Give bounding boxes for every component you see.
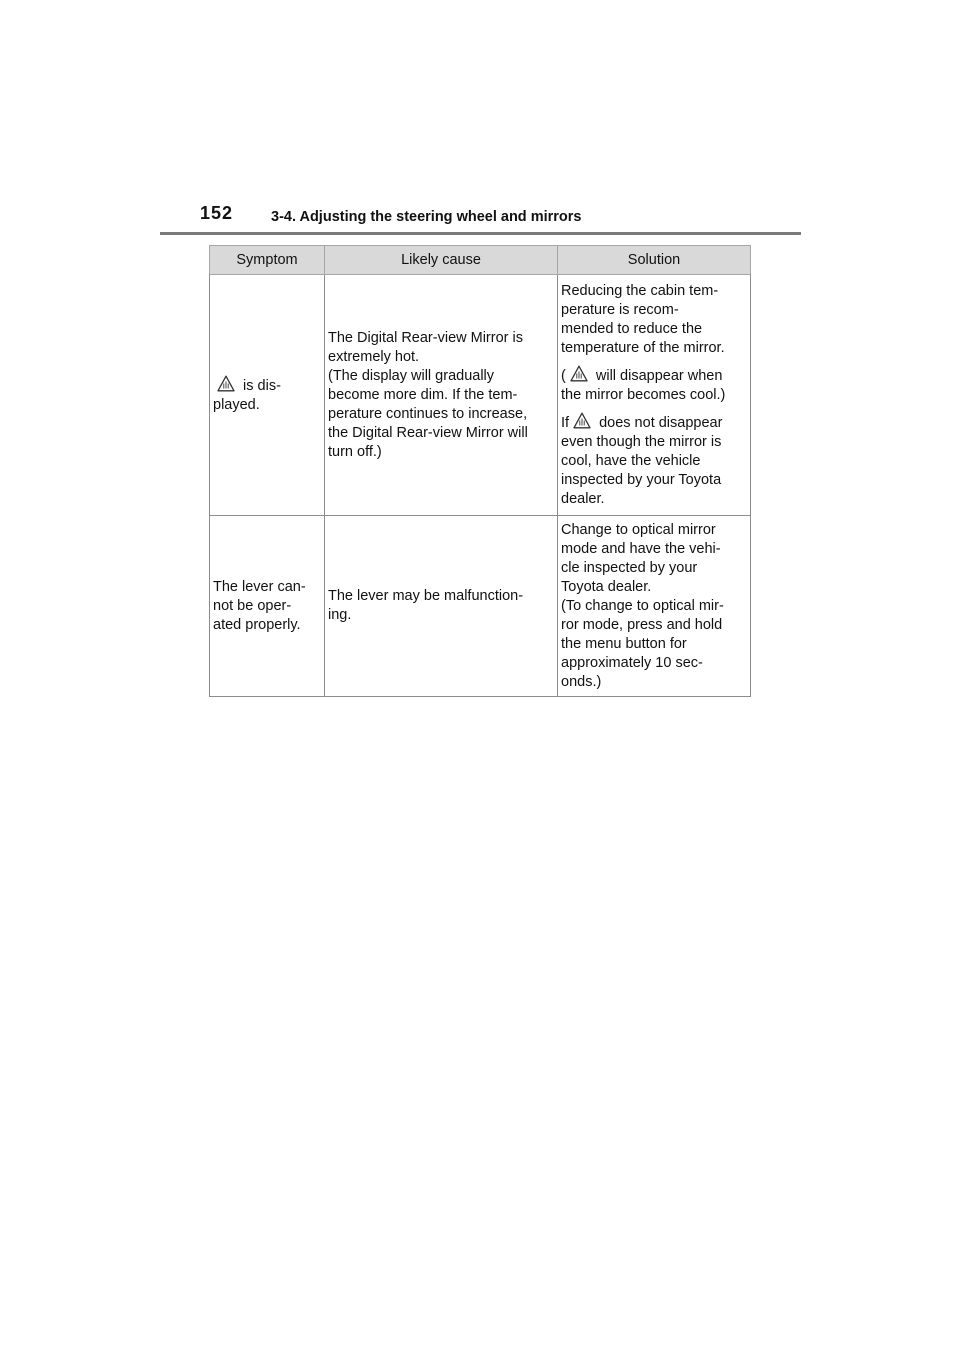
symptom-line [213, 375, 321, 396]
solution-line: the menu button for [561, 635, 687, 652]
cause-line: The Digital Rear-view Mirror is [328, 329, 523, 346]
column-header-likely-cause: Likely cause [325, 246, 558, 275]
page-number: 152 [200, 203, 234, 223]
solution-cell [558, 516, 751, 697]
cause-line: turn off.) [328, 443, 382, 460]
symptom-cell [210, 275, 325, 516]
solution-line: (To change to optical mir- [561, 597, 724, 614]
symptom-line: ated properly. [213, 616, 301, 633]
warning-triangle-icon [570, 365, 588, 382]
solution-line [561, 412, 747, 433]
solution-line: Toyota dealer. [561, 578, 652, 595]
solution-text: ( [561, 367, 566, 384]
solution-paragraph [561, 282, 747, 358]
cause-line: perature continues to increase, [328, 405, 528, 422]
solution-line: even though the mirror is [561, 433, 722, 450]
solution-paragraph [561, 412, 747, 509]
table-row [210, 516, 751, 697]
cause-cell [325, 516, 558, 697]
column-header-solution: Solution [558, 246, 751, 275]
cause-line: ing. [328, 607, 352, 623]
symptom-text: is dis- [239, 378, 281, 394]
header-divider [160, 232, 801, 235]
solution-text: will disappear when [591, 367, 723, 384]
solution-line: perature is recom- [561, 301, 679, 318]
section-title: 3-4. Adjusting the steering wheel and mirrors [271, 209, 582, 225]
cause-line: The lever may be malfunction- [328, 588, 524, 604]
solution-line: cle inspected by your [561, 559, 698, 576]
solution-text: does not disappear [595, 414, 723, 431]
cause-cell [325, 275, 558, 516]
solution-line: mode and have the vehi- [561, 540, 721, 557]
solution-line: Change to optical mirror [561, 521, 716, 538]
solution-line: ror mode, press and hold [561, 616, 723, 633]
table-header-row [210, 246, 751, 275]
solution-line: approximately 10 sec- [561, 654, 703, 671]
symptom-line: played. [213, 397, 260, 413]
symptom-cell [210, 516, 325, 697]
solution-line: temperature of the mirror. [561, 339, 725, 356]
solution-cell [558, 275, 751, 516]
symptom-line: not be oper- [213, 597, 292, 614]
cause-line: the Digital Rear-view Mirror will [328, 424, 528, 441]
solution-paragraph [561, 365, 747, 405]
table-row [210, 275, 751, 516]
cause-line: (The display will gradually [328, 367, 495, 384]
solution-line: the mirror becomes cool.) [561, 386, 726, 403]
solution-line [561, 365, 747, 386]
warning-triangle-icon [217, 375, 235, 392]
cause-line: extremely hot. [328, 348, 420, 365]
solution-line: cool, have the vehicle [561, 452, 701, 469]
cause-line: become more dim. If the tem- [328, 386, 518, 403]
solution-line: inspected by your Toyota [561, 471, 722, 488]
symptom-line: The lever can- [213, 578, 306, 595]
page-header [200, 203, 800, 233]
solution-line: dealer. [561, 490, 605, 507]
warning-triangle-icon [573, 412, 591, 429]
solution-line: mended to reduce the [561, 320, 703, 337]
column-header-symptom: Symptom [210, 246, 325, 275]
troubleshooting-table [209, 245, 751, 697]
solution-line: Reducing the cabin tem- [561, 282, 719, 299]
solution-text: If [561, 414, 570, 431]
solution-line: onds.) [561, 673, 602, 690]
